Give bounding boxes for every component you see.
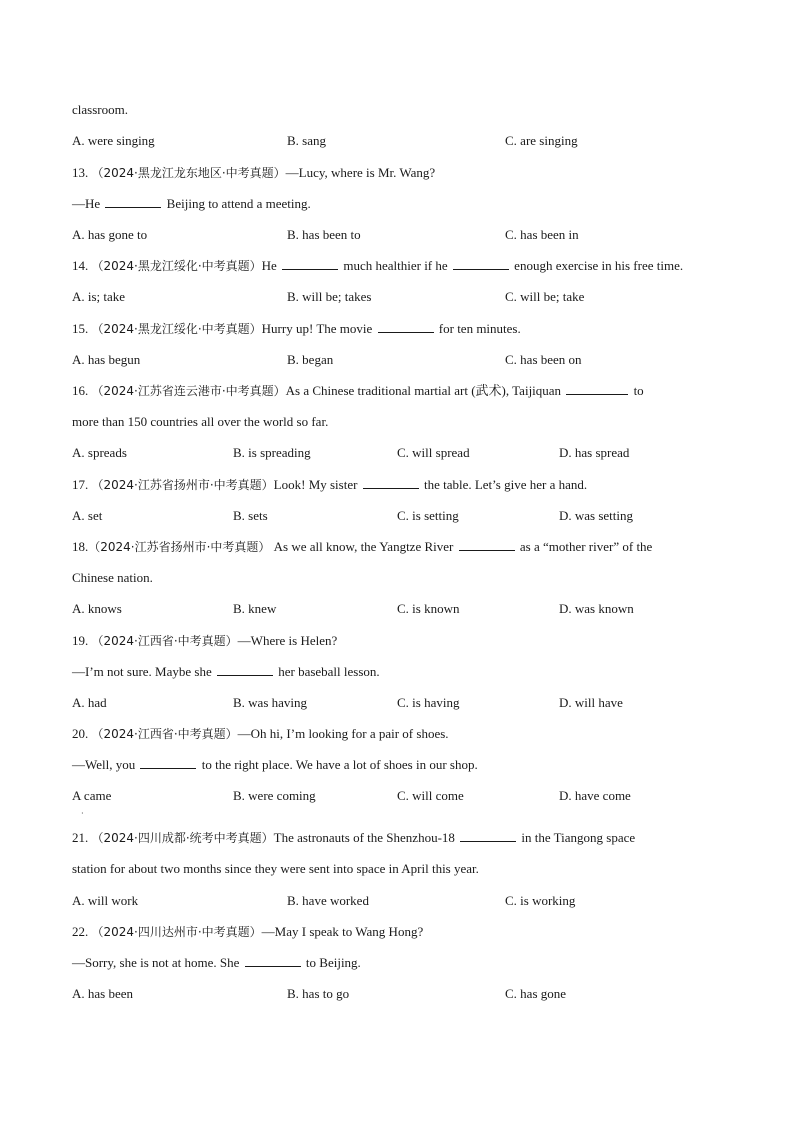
question-source: （2024·四川成都·统考中考真题）	[91, 831, 274, 845]
q19-option-b: B. was having	[233, 695, 308, 710]
q18-option-a: A. knows	[72, 601, 122, 616]
question-17-stem	[72, 477, 587, 493]
question-text: —Well, you	[72, 757, 136, 772]
question-source: （2024·黑龙江龙东地区·中考真题）	[91, 166, 286, 180]
answer-blank	[459, 539, 515, 551]
answer-blank	[140, 757, 196, 769]
question-15-stem	[72, 321, 521, 337]
question-13-line2	[72, 196, 311, 212]
q20-option-b: B. were coming	[233, 788, 316, 803]
q19-option-a: A. had	[72, 695, 107, 710]
q20-option-d: D. have come	[559, 788, 631, 803]
question-number: 22.	[72, 924, 89, 939]
question-text: for ten minutes.	[438, 321, 521, 336]
question-source: （2024·江苏省连云港市·中考真题）	[91, 384, 286, 398]
question-text: her baseball lesson.	[278, 664, 380, 679]
question-text: As we all know, the Yangtze River	[273, 539, 454, 554]
question-text: as a “mother river” of the	[519, 539, 653, 554]
answer-blank	[245, 955, 301, 967]
q16-option-a: A. spreads	[72, 445, 127, 460]
question-13-stem	[72, 165, 435, 181]
question-12-stem-end: classroom.	[72, 102, 128, 117]
question-number: 18.	[72, 539, 89, 554]
question-21-line2: station for about two months since they were sent into space in April this year.	[72, 861, 479, 876]
question-source: （2024·江西省·中考真题）	[91, 634, 238, 648]
question-number: 13.	[72, 165, 89, 180]
q21-option-c: C. is working	[505, 893, 576, 908]
question-number: 17.	[72, 477, 89, 492]
question-text: —Lucy, where is Mr. Wang?	[285, 165, 436, 180]
question-20-line2	[72, 757, 478, 773]
q21-option-b: B. have worked	[287, 893, 369, 908]
question-text: to Beijing.	[305, 955, 361, 970]
q16-option-b: B. is spreading	[233, 445, 311, 460]
q18-option-c: C. is known	[397, 601, 460, 616]
q16-option-d: D. has spread	[559, 445, 630, 460]
q14-option-a: A. is; take	[72, 289, 126, 304]
answer-blank	[282, 258, 338, 270]
question-19-line2	[72, 664, 380, 680]
q14-option-b: B. will be; takes	[287, 289, 372, 304]
q17-option-a: A. set	[72, 508, 103, 523]
question-number: 16.	[72, 383, 89, 398]
question-text: in the Tiangong space	[521, 830, 636, 845]
answer-blank	[217, 664, 273, 676]
question-number: 20.	[72, 726, 89, 741]
answer-blank	[105, 196, 161, 208]
q15-option-c: C. has been on	[505, 352, 582, 367]
question-22-stem	[72, 924, 423, 940]
question-16-line2: more than 150 countries all over the world so far.	[72, 414, 329, 429]
q20-option-a: A came	[72, 788, 112, 803]
q19-option-d: D. will have	[559, 695, 623, 710]
question-text: Hurry up! The movie	[261, 321, 373, 336]
q12-option-c: C. are singing	[505, 133, 578, 148]
answer-blank	[378, 321, 434, 333]
question-text: much healthier if he	[343, 258, 448, 273]
question-text: As a Chinese traditional martial art (武术), Taijiquan	[285, 383, 562, 398]
question-text: Beijing to attend a meeting.	[166, 196, 311, 211]
q12-option-b: B. sang	[287, 133, 326, 148]
q14-option-c: C. will be; take	[505, 289, 585, 304]
question-text: The astronauts of the Shenzhou-18	[273, 830, 455, 845]
q16-option-c: C. will spread	[397, 445, 470, 460]
stray-dot-mark: ·	[81, 809, 84, 818]
question-text: He	[261, 258, 277, 273]
q22-option-c: C. has gone	[505, 986, 567, 1001]
q22-option-a: A. has been	[72, 986, 134, 1001]
q13-option-c: C. has been in	[505, 227, 579, 242]
q21-option-a: A. will work	[72, 893, 139, 908]
q20-option-c: C. will come	[397, 788, 464, 803]
question-21-stem	[72, 830, 635, 846]
question-source: （2024·江西省·中考真题）	[91, 727, 238, 741]
question-text: —Where is Helen?	[237, 633, 338, 648]
question-text: —Sorry, she is not at home. She	[72, 955, 240, 970]
question-16-stem	[72, 383, 644, 399]
question-text: Look! My sister	[273, 477, 358, 492]
question-source: （2024·四川达州市·中考真题）	[91, 925, 262, 939]
question-text: —I’m not sure. Maybe she	[72, 664, 212, 679]
question-number: 21.	[72, 830, 89, 845]
question-text: —May I speak to Wang Hong?	[261, 924, 424, 939]
q17-option-c: C. is setting	[397, 508, 459, 523]
q22-option-b: B. has to go	[287, 986, 350, 1001]
question-source: （2024·江苏省扬州市·中考真题）	[91, 478, 274, 492]
q18-option-b: B. knew	[233, 601, 277, 616]
q17-option-d: D. was setting	[559, 508, 634, 523]
question-source: （2024·黑龙江绥化·中考真题）	[91, 322, 262, 336]
answer-blank	[566, 383, 628, 395]
q19-option-c: C. is having	[397, 695, 460, 710]
question-20-stem	[72, 726, 449, 742]
question-text: —He	[72, 196, 101, 211]
question-text: —Oh hi, I’m looking for a pair of shoes.	[237, 726, 449, 741]
question-18-line2: Chinese nation.	[72, 570, 153, 585]
question-14-stem	[72, 258, 683, 274]
q13-option-a: A. has gone to	[72, 227, 148, 242]
question-text: enough exercise in his free time.	[514, 258, 684, 273]
question-source: （2024·江苏省扬州市·中考真题）	[88, 540, 271, 554]
answer-blank	[363, 477, 419, 489]
q15-option-a: A. has begun	[72, 352, 141, 367]
answer-blank	[460, 830, 516, 842]
question-text: to the right place. We have a lot of shoes in our shop.	[201, 757, 478, 772]
q12-option-a: A. were singing	[72, 133, 155, 148]
question-number: 19.	[72, 633, 89, 648]
question-number: 15.	[72, 321, 89, 336]
question-22-line2	[72, 955, 361, 971]
q17-option-b: B. sets	[233, 508, 268, 523]
q18-option-d: D. was known	[559, 601, 634, 616]
q15-option-b: B. began	[287, 352, 334, 367]
question-source: （2024·黑龙江绥化·中考真题）	[91, 259, 262, 273]
question-text: to	[633, 383, 644, 398]
question-text: the table. Let’s give her a hand.	[423, 477, 588, 492]
answer-blank	[453, 258, 509, 270]
question-19-stem	[72, 633, 337, 649]
question-18-stem	[72, 539, 652, 555]
question-number: 14.	[72, 258, 89, 273]
q13-option-b: B. has been to	[287, 227, 361, 242]
